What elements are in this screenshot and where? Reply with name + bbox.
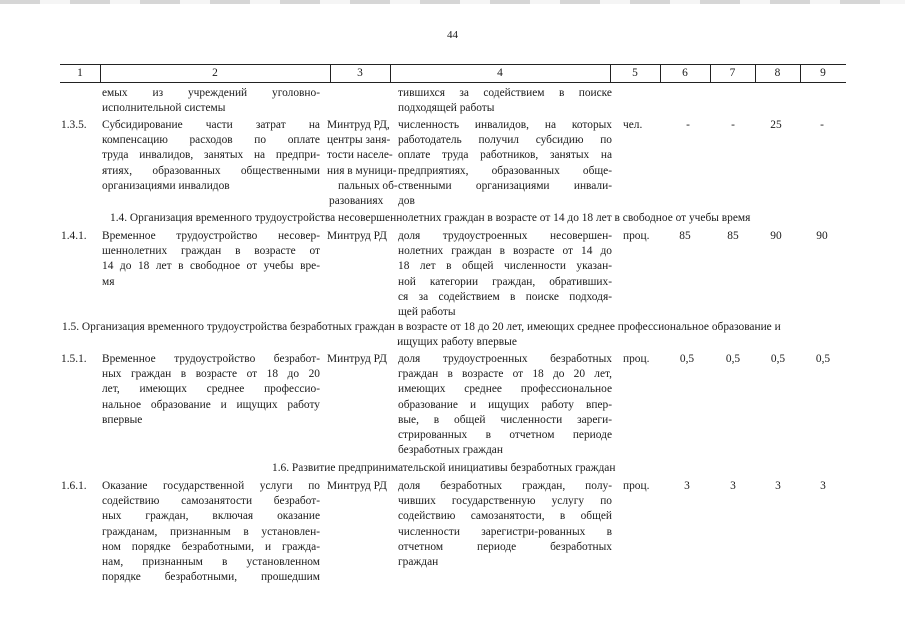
value-col-9: 0,5 [815,353,831,365]
cell-line: ся за содействием в поиске подходя- [398,290,612,303]
cell-line: подходящей работы [398,102,495,115]
cell-line: численность инвалидов, на которых [398,119,612,131]
value-col-8: 90 [770,230,782,242]
cell-line: нальное образование и ищущих работу [102,398,320,411]
cell-line: доля трудоустроенных безработных [398,353,612,365]
cell-line: нам, признанным в установленном [102,556,320,569]
cell-line: щей работы [398,306,456,319]
header-col-2: 2 [212,67,218,79]
unit-cell: чел. [623,119,643,131]
cell-line: гражданам, признанным в установлен- [102,525,320,538]
row-number: 1.4.1. [61,230,87,242]
row-number: 1.5.1. [61,353,87,365]
cell-line: ных граждан в возрасте от 18 до 20 [102,368,320,381]
header-col-9: 9 [820,67,826,79]
cell-line: ственными организациями инвали- [398,179,612,192]
cell-line: компенсацию расходов по оплате [102,134,320,147]
value-col-9: 90 [816,230,828,242]
value-col-9: - [820,119,824,131]
cell-line: граждан в возрасте от 18 до 20 лет, [398,368,612,381]
cell-line: ной категории граждан, обративших- [398,275,612,288]
cell-line: 14 до 18 лет в свободное от учебы вре- [102,260,320,273]
header-col-4: 4 [497,67,503,79]
value-col-6: 0,5 [679,353,695,365]
cell-line: чивших государственную услугу по [398,495,612,508]
header-col-8: 8 [774,67,781,79]
header-col-3: 3 [357,67,363,79]
value-col-6: 85 [679,230,691,242]
value-col-8: 0,5 [770,353,786,365]
cell-line: Временное трудоустройство безработ- [102,353,320,365]
activity-cell [102,229,320,290]
header-col-5: 5 [632,67,638,79]
executor-cell: Минтруд РД [327,353,387,365]
cell-line: ятиях, образованных общественными [102,164,320,177]
indicator-cell [398,479,612,570]
cell-line: тости населе- [327,149,393,162]
cell-line: оплате труда работников, занятых на [398,149,612,162]
section-heading: 1.6. Развитие предпринимательской инициативы безработных граждан [272,462,616,474]
cell-line: содействию самозанятости, в общей [398,510,612,523]
header-col-1: 1 [77,67,83,79]
cell-line: стрированных в отчетном периоде [398,429,612,442]
cell-line: доля трудоустроенных несовершен- [398,230,612,242]
executor-cell: Минтруд РД [327,230,387,242]
cell-line: численности зарегистри-рованных в [398,525,612,538]
section-heading: 1.4. Организация временного трудоустройства несовершеннолетних граждан в возрасте от 14 до 18 лет в свободное от учебы время [110,212,751,224]
cell-line: исполнительной системы [102,102,226,115]
value-col-7: 85 [727,230,739,242]
cell-line: Оказание государственной услуги по [102,480,320,492]
cell-line: емых из учреждений уголовно- [102,87,320,99]
header-col-6: 6 [682,67,688,79]
value-col-9: 3 [820,480,826,492]
indicator-cell [398,118,612,209]
value-col-8: 3 [775,480,781,492]
header-col-7: 7 [729,67,736,79]
row-number: 1.6.1. [61,480,87,492]
activity-cell [102,118,320,194]
cell-line: Минтруд РД, [327,119,390,131]
continued-name-cell [102,86,320,116]
cell-line: нолетних граждан в возрасте от 14 до [398,245,612,258]
cell-line: разованиях [329,195,384,208]
cell-line: ном порядке безработными, и гражда- [102,540,320,553]
cell-line: мя [102,275,115,288]
heading-line: ищущих работу впервые [397,336,517,349]
cell-line: вые, в общей численности зареги- [398,413,612,426]
cell-line: ния в муници- [327,164,397,177]
cell-line: безработных граждан [398,444,503,457]
indicator-cell [398,352,612,458]
cell-line: пальных об- [338,179,398,192]
executor-cell: Минтруд РД [327,480,387,492]
cell-line: тившихся за содействием в поиске [398,87,612,99]
cell-line: труда инвалидов, занятых на предпри- [102,149,320,162]
scan-edge [0,0,905,4]
executor-cell [327,118,397,209]
unit-cell: проц. [623,230,650,242]
cell-line: доля безработных граждан, полу- [398,480,612,492]
value-col-6: 3 [684,480,690,492]
heading-line: 1.5. Организация временного трудоустройства безработных граждан в возрасте от 18 до 20 лет, имеющих среднее профессиональное образование и [62,321,781,333]
cell-line: организациями инвалидов [102,179,230,192]
value-col-7: 3 [730,480,736,492]
row-number: 1.3.5. [61,119,87,131]
activity-cell [102,479,320,585]
value-col-6: - [686,119,690,131]
cell-line: образование и ищущих работу впер- [398,398,612,411]
unit-cell: проц. [623,480,650,492]
cell-line: ных граждан, включая оказание [102,510,320,523]
cell-line: работодатель получил субсидию по [398,134,612,147]
continued-indicator-cell [398,86,612,116]
cell-line: предприятиях, образованных обще- [398,164,612,177]
page-number: 44 [447,29,458,41]
section-heading [62,320,852,350]
cell-line: порядке безработными, прошедшим [102,571,320,584]
cell-line: центры заня- [327,134,391,147]
value-col-7: 0,5 [725,353,741,365]
activity-cell [102,352,320,428]
cell-line: впервые [102,413,143,426]
value-col-8: 25 [770,119,782,131]
unit-cell: проц. [623,353,650,365]
cell-line: Временное трудоустройство несовер- [102,230,320,242]
cell-line: 18 лет в общей численности указан- [398,260,612,273]
cell-line: лет, имеющих среднее профессио- [102,383,320,396]
cell-line: дов [398,195,415,208]
cell-line: граждан [398,556,439,569]
cell-line: шеннолетних граждан в возрасте от [102,245,320,258]
cell-line: содействию самозанятости безработ- [102,495,320,508]
cell-line: отчетном периоде безработных [398,540,612,553]
value-col-7: - [731,119,735,131]
cell-line: имеющих среднее профессиональное [398,383,612,396]
cell-line: Субсидирование части затрат на [102,119,320,131]
indicator-cell [398,229,612,320]
table-header [60,64,846,83]
